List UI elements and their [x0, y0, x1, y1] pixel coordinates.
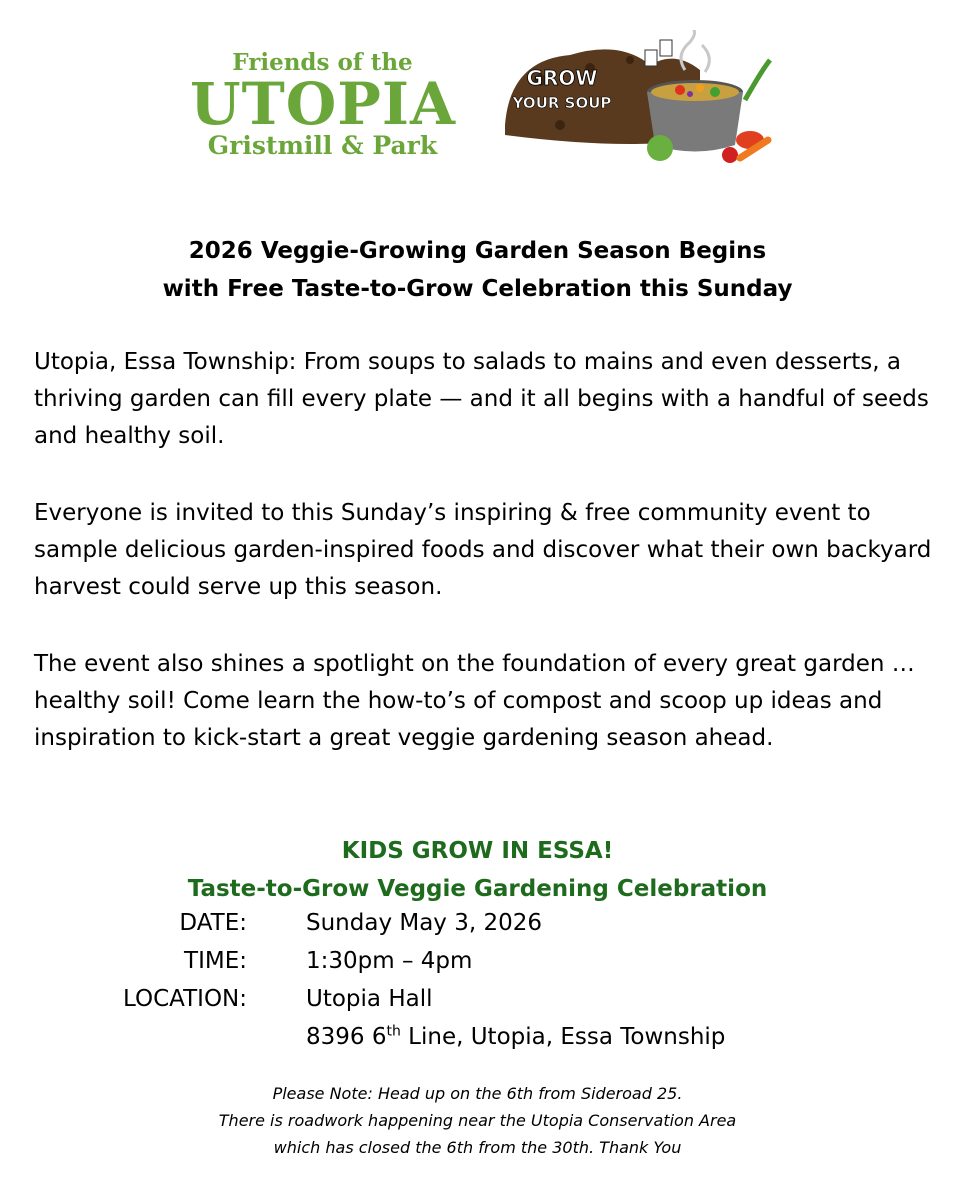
date-row [0, 904, 955, 942]
time-value: 1:30pm – 4pm [306, 948, 473, 974]
address-row [0, 1018, 955, 1056]
note-line-1: Please Note: Head up on the 6th from Sideroad 25. [272, 1084, 683, 1103]
soup-logo-line-2: YOUR SOUP [512, 94, 612, 112]
address-number: 8396 6 [306, 1024, 387, 1050]
soup-logo-line-1: GROW [526, 66, 598, 90]
headline-line-1: 2026 Veggie-Growing Garden Season Begins [188, 238, 767, 264]
note-line-2: There is roadwork happening near the Utopia Conservation Area [218, 1111, 737, 1130]
time-label: TIME: [184, 948, 247, 974]
event-title-line-1: KIDS GROW IN ESSA! [341, 838, 614, 864]
event-title-line-2: Taste-to-Grow Veggie Gardening Celebration [187, 876, 768, 902]
logo-line-2: UTOPIA [190, 70, 457, 138]
location-label: LOCATION: [123, 986, 247, 1012]
headline-line-2: with Free Taste-to-Grow Celebration this Sunday [162, 276, 793, 302]
date-label: DATE: [179, 910, 247, 936]
paragraph-invitation: Everyone is invited to this Sunday’s inspiring & free community event to sample delicious garden-inspired foods and discover what their own backyard harvest could serve up this season. [34, 500, 932, 600]
location-value: Utopia Hall [306, 986, 433, 1012]
friends-of-utopia-logo [190, 50, 455, 160]
note-line-3: which has closed the 6th from the 30th. Thank You [273, 1138, 682, 1157]
event-title [40, 832, 915, 908]
location-row [0, 980, 955, 1018]
logo-line-1: Friends of the [232, 49, 413, 76]
time-row [0, 942, 955, 980]
address-rest: Line, Utopia, Essa Township [400, 1024, 726, 1050]
grow-your-soup-logo [500, 30, 775, 170]
address-ordinal: th [386, 1023, 401, 1040]
event-details [0, 904, 955, 1056]
headline [40, 232, 915, 308]
paragraph-soil: The event also shines a spotlight on the foundation of every great garden … healthy soil! Come learn the how-to’s of compost and scoop up ideas and inspiration to kick-start a great veggie gardening season ahead. [34, 651, 915, 751]
paragraph-intro: Utopia, Essa Township: From soups to salads to mains and even desserts, a thriving garden can fill every plate — and it all begins with a handful of seeds and healthy soil. [34, 349, 929, 449]
roadwork-note [40, 1080, 915, 1161]
soup-pot-illustration [500, 30, 775, 170]
logo-line-3: Gristmill & Park [207, 131, 438, 160]
date-value: Sunday May 3, 2026 [306, 910, 543, 936]
address-value [306, 1018, 725, 1056]
